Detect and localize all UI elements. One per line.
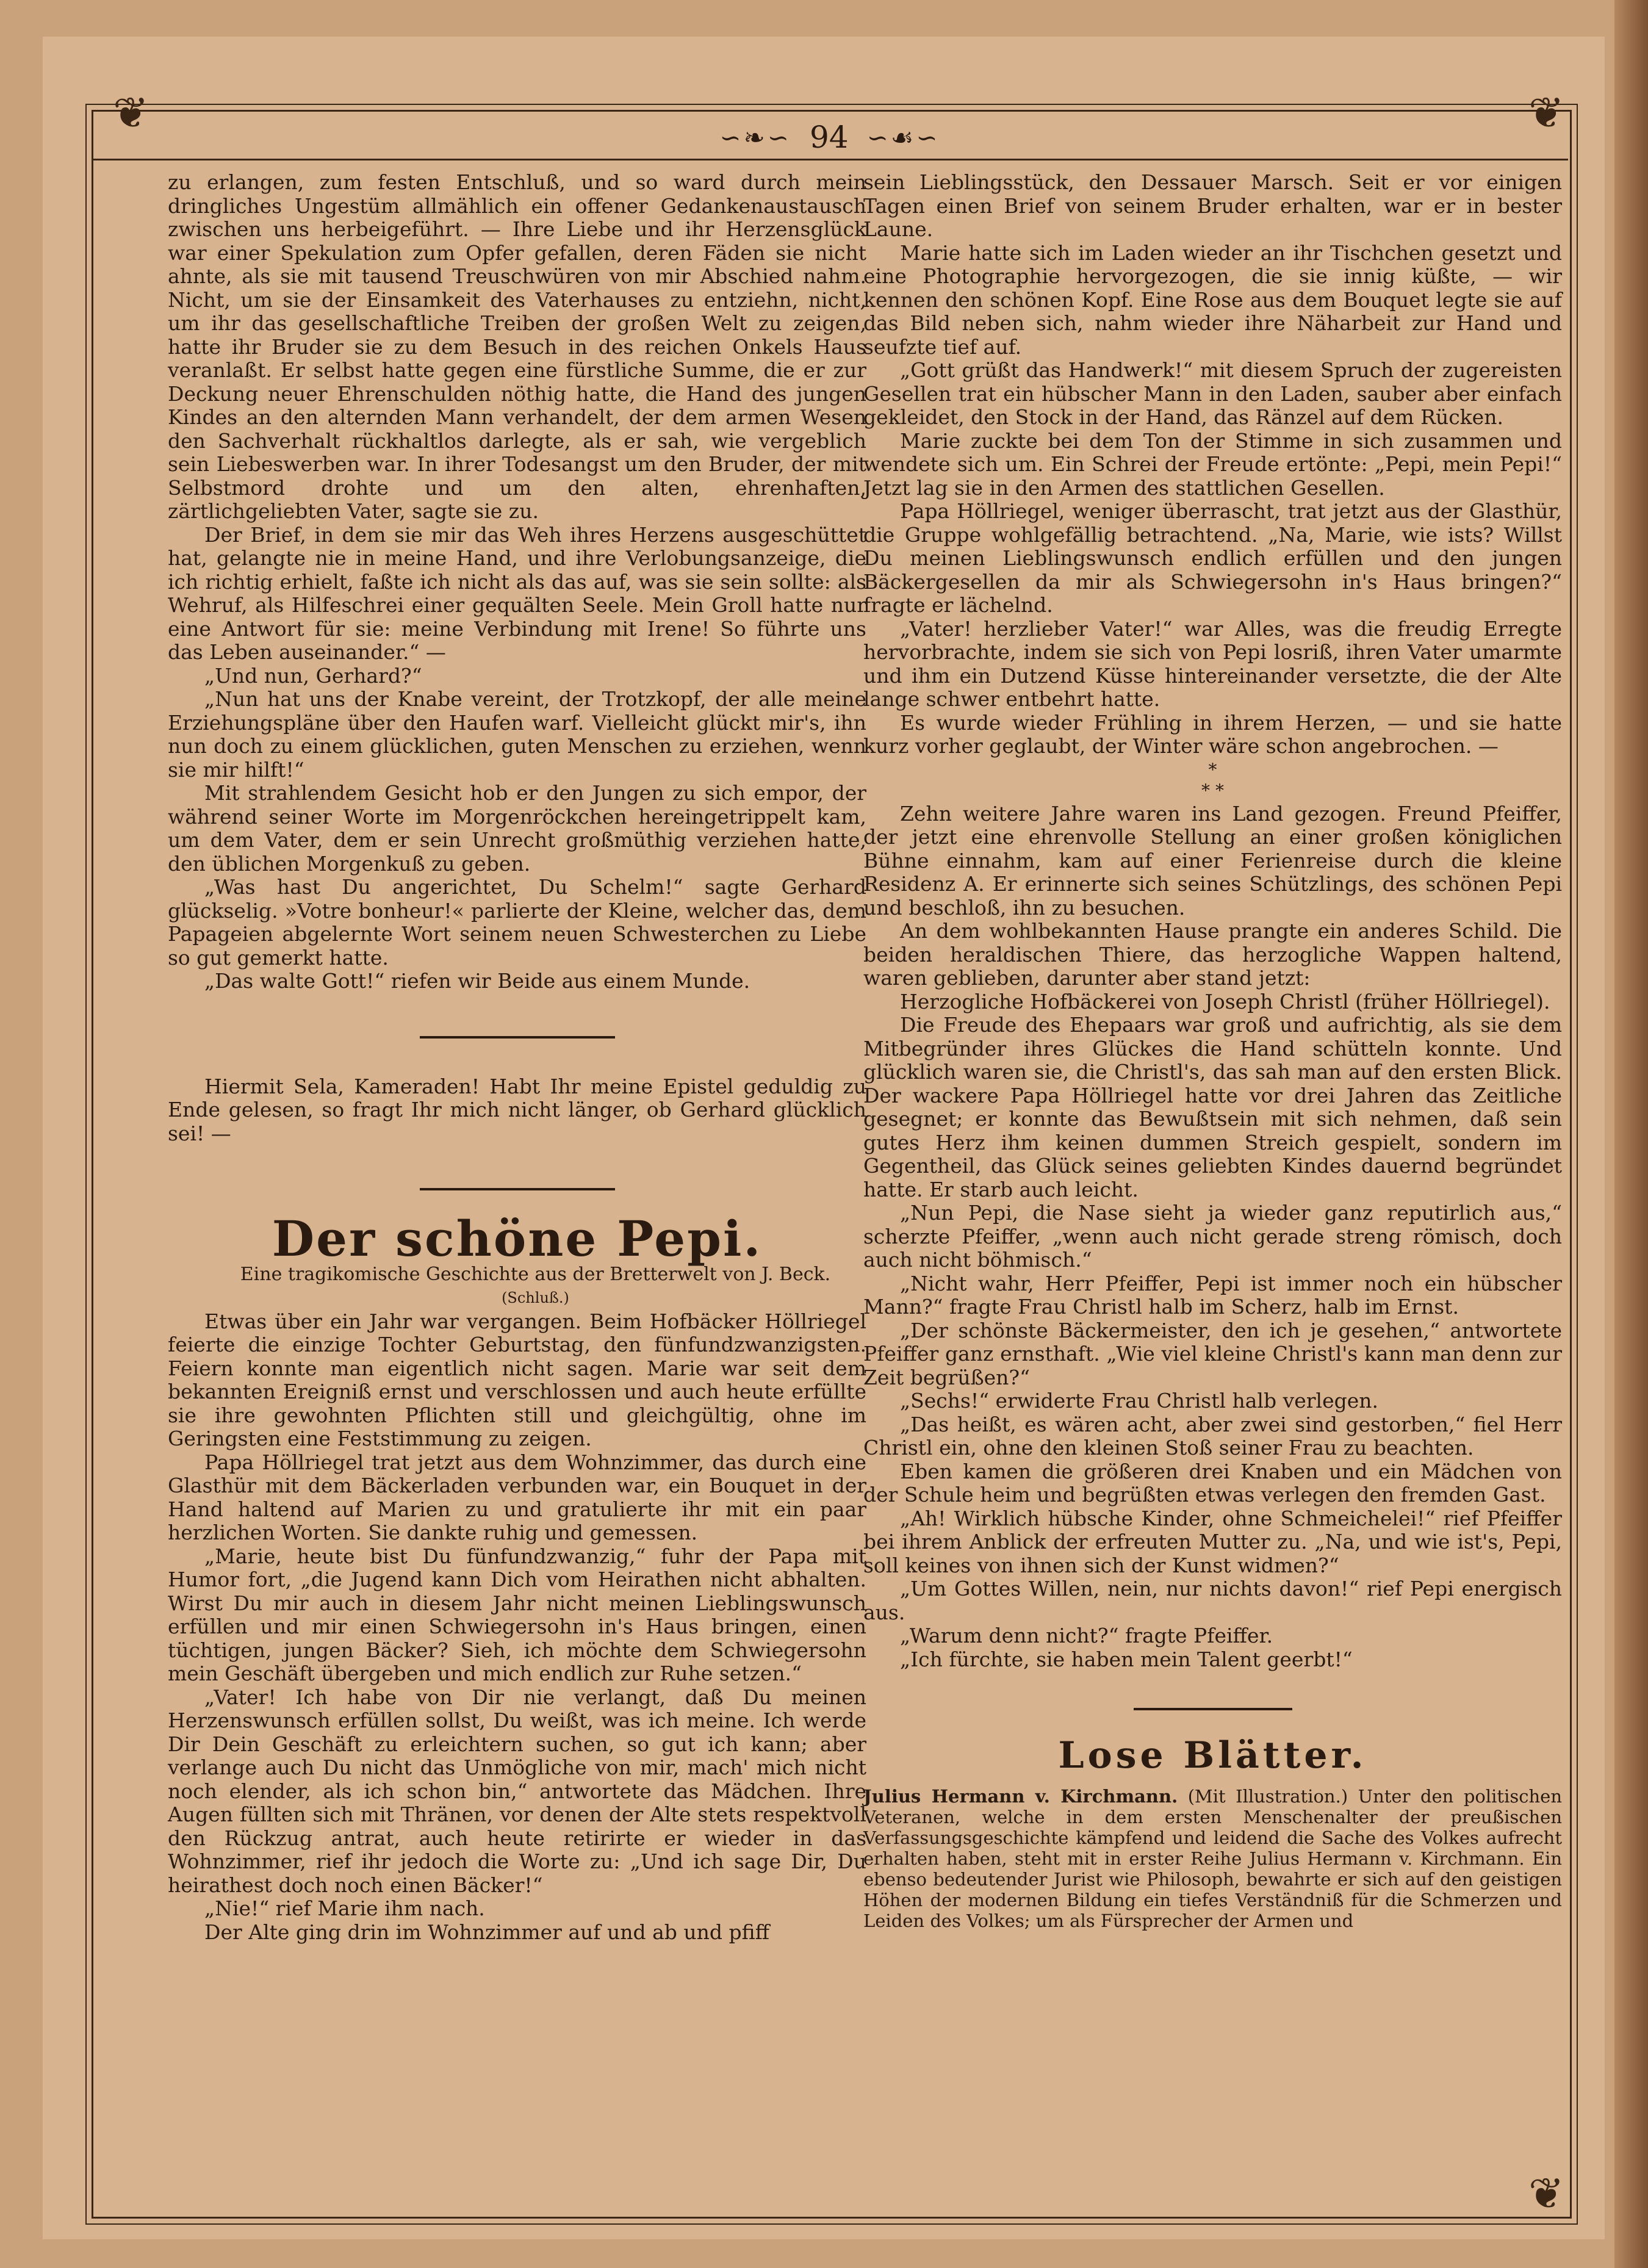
paragraph: „Vater! herzlieber Vater!“ war Alles, was die freudig Erregte hervorbrachte, indem sie sich von Pepi losriß, ihren Vater umarmte und ihm ein Dutzend Küsse hintereinander versetzte, die der Alte lange schwer entbehrt hatte. [863, 616, 1562, 711]
section-text: (Mit Illustration.) Unter den politischen Veteranen, welche in dem ersten Menschenalter der preußischen Verfassungsgeschichte kämpfend und leidend die Sache des Volkes aufrecht erhalten haben, steht mit in erster Reihe Julius Hermann v. Kirchmann. Ein ebenso bedeutender Jurist wie Philosoph, bewahrte er sich auf den geistigen Höhen der modernen Bildung ein tiefes Verständniß für die Schmerzen und Leiden des Volkes; um als Fürsprecher der Armen und [863, 1785, 1563, 1931]
paragraph: „Das walte Gott!“ riefen wir Beide aus einem Munde. [204, 969, 750, 993]
paragraph: „Das heißt, es wären acht, aber zwei sind gestorben,“ fiel Herr Christl ein, ohne den kleinen Stoß seiner Frau zu beachten. [863, 1412, 1562, 1460]
paragraph: Der Brief, in dem sie mir das Weh ihres Herzens ausgeschüttet hat, gelangte nie in meine Hand, und ihre Verlobungsanzeige, die ich richtig erhielt, faßte ich nicht als das auf, was sie sein sollte: als Wehruf, als Hilfeschrei einer gequälten Seele. Mein Groll hatte nur eine Antwort für sie: meine Verbindung mit Irene! So führte uns das Leben auseinander.“ — [168, 522, 866, 664]
section-break-stars: * * [1201, 780, 1224, 801]
book-spine [1614, 0, 1648, 2268]
right-column [863, 171, 1562, 1931]
paragraph: Der Alte ging drin im Wohnzimmer auf und ab und pfiff [204, 1920, 770, 1944]
page-header [92, 116, 1568, 160]
divider [1134, 1708, 1292, 1710]
story-subtitle: Eine tragikomische Geschichte aus der Bretterwelt von J. Beck. [240, 1263, 831, 1285]
paragraph: „Ich fürchte, sie haben mein Talent geerbt!“ [900, 1647, 1353, 1671]
paragraph: Eben kamen die größeren drei Knaben und ein Mädchen von der Schule heim und begrüßten etwas verlegen den fremden Gast. [863, 1459, 1562, 1507]
paragraph: Zehn weitere Jahre waren ins Land gezogen. Freund Pfeiffer, der jetzt eine ehrenvolle Stellung an einer großen königlichen Bühne einnahm, kam auf einer Ferienreise durch die kleine Residenz A. Er erinnerte sich seines Schützlings, des schönen Pepi und beschloß, ihn zu besuchen. [863, 801, 1562, 920]
paragraph: Marie hatte sich im Laden wieder an ihr Tischchen gesetzt und eine Photographie hervorgezogen, die sie innig küßte, — wir kennen den schönen Kopf. Eine Rose aus dem Bouquet legte sie auf das Bild neben sich, nahm wieder ihre Näharbeit zur Hand und seufzte tief auf. [863, 240, 1562, 359]
paragraph: „Was hast Du angerichtet, Du Schelm!“ sagte Gerhard glückselig. »Votre bonheur!« parlierte der Kleine, welcher das, dem Papageien abgelernte Wort seinem neuen Schwesterchen zu Liebe so gut gemerkt hatte. [168, 875, 866, 970]
section-break-stars: * [1208, 759, 1217, 780]
paragraph: Papa Höllriegel, weniger überrascht, trat jetzt aus der Glasthür, die Gruppe wohlgefällig betrachtend. „Na, Marie, wie ists? Willst Du meinen Lieblingswunsch endlich erfüllen und den jungen Bäckergesellen da mir als Schwiegersohn in's Haus bringen?“ fragte er lächelnd. [863, 499, 1562, 617]
divider [420, 1036, 615, 1039]
paragraph: zu erlangen, zum festen Entschluß, und so ward durch mein dringliches Ungestüm allmählich ein offener Gedankenaustausch zwischen uns herbeigeführt. — Ihre Liebe und ihr Herzensglück war einer Spekulation zum Opfer gefallen, deren Fäden sie nicht ahnte, als sie mit tausend Treuschwüren von mir Abschied nahm. Nicht, um sie der Einsamkeit des Vaterhauses zu entziehn, nicht, um ihr das gesellschaftliche Treiben der großen Welt zu zeigen, hatte ihr Bruder sie zu dem Besuch in des reichen Onkels Haus veranlaßt. Er selbst hatte gegen eine fürstliche Summe, die er zur Deckung neuer Ehrenschulden nöthig hatte, die Hand des jungen Kindes an den alternden Mann verhandelt, der dem armen Wesen den Sachverhalt rückhaltlos darlegte, als er sah, wie vergeblich sein Liebeswerben war. In ihrer Todesangst um den Bruder, der mit Selbstmord drohte und um den alten, ehrenhaften, zärtlichgeliebten Vater, sagte sie zu. [168, 170, 866, 523]
paragraph: „Nun Pepi, die Nase sieht ja wieder ganz reputirlich aus,“ scherzte Pfeiffer, „wenn auch nicht gerade streng römisch, doch auch nicht böhmisch.“ [863, 1201, 1562, 1272]
paragraph: „Warum denn nicht?“ fragte Pfeiffer. [900, 1624, 1273, 1647]
corner-ornament-icon: ❦ [113, 88, 149, 138]
corner-ornament-icon: ❦ [1528, 88, 1564, 138]
paragraph: Herzogliche Hofbäckerei von Joseph Christl (früher Höllriegel). [900, 989, 1550, 1013]
paragraph: „Nie!“ rief Marie ihm nach. [204, 1896, 485, 1920]
paragraph: Es wurde wieder Frühling in ihrem Herzen, — und sie hatte kurz vorher geglaubt, der Winter wäre schon angebrochen. — [863, 710, 1562, 758]
paragraph: „Ah! Wirklich hübsche Kinder, ohne Schmeichelei!“ rief Pfeiffer bei ihrem Anblick der erfreuten Mutter zu. „Na, und wie ist's, Pepi, soll keines von ihnen sich der Kunst widmen?“ [863, 1506, 1562, 1577]
paragraph: Die Freude des Ehepaars war groß und aufrichtig, als sie dem Mitbegründer ihres Glückes die Hand schütteln konnte. Und glücklich waren sie, die Christl's, das sah man auf den ersten Blick. Der wackere Papa Höllriegel hatte vor drei Jahren das Zeitliche gesegnet; er konnte das Bewußtsein mit sich nehmen, daß sein gutes Herz ihm keinen dummen Streich gespielt, sondern im Gegentheil, das Glück seines geliebten Kindes dauernd begründet hatte. Er starb auch leicht. [863, 1013, 1562, 1201]
paragraph: „Nun hat uns der Knabe vereint, der Trotzkopf, der alle meine Erziehungspläne über den Haufen warf. Vielleicht glückt mir's, ihn nun doch zu einem glücklichen, guten Menschen zu erziehen, wenn sie mir hilft!“ [168, 687, 866, 782]
paragraph: „Gott grüßt das Handwerk!“ mit diesem Spruch der zugereisten Gesellen trat ein hübscher Mann in den Laden, sauber aber einfach gekleidet, den Stock in der Hand, das Ränzel auf dem Rücken. [863, 358, 1562, 429]
story-note: (Schluß.) [502, 1289, 569, 1306]
paragraph: „Marie, heute bist Du fünfundzwanzig,“ fuhr der Papa mit Humor fort, „die Jugend kann Dich vom Heirathen nicht abhalten. Wirst Du mir auch in diesem Jahr nicht meinen Lieblingswunsch erfüllen und mir einen Schwiegersohn in's Haus bringen, einen tüchtigen, jungen Bäcker? Sieh, ich möchte dem Schwiegersohn mein Geschäft übergeben und mich endlich zur Ruhe setzen.“ [168, 1544, 866, 1685]
paragraph: An dem wohlbekannten Hause prangte ein anderes Schild. Die beiden heraldischen Thiere, das herzogliche Wappen haltend, waren geblieben, darunter aber stand jetzt: [863, 919, 1562, 990]
divider [420, 1188, 615, 1190]
paragraph: Etwas über ein Jahr war vergangen. Beim Hofbäcker Höllriegel feierte die einzige Tochter Geburtstag, den fünfundzwanzigsten. Feiern konnte man eigentlich nicht sagen. Marie war seit dem bekannten Ereigniß ernst und verschlossen und auch heute erfüllte sie ihre gewohnten Pflichten still und gleichgültig, ohne im Geringsten eine Feststimmung zu zeigen. [168, 1309, 866, 1450]
paragraph: „Nicht wahr, Herr Pfeiffer, Pepi ist immer noch ein hübscher Mann?“ fragte Frau Christl halb im Scherz, halb im Ernst. [863, 1271, 1562, 1319]
header-ornament-icon: ∽❧∽ [719, 122, 791, 153]
page-number: 94 [809, 120, 849, 155]
paragraph: Papa Höllriegel trat jetzt aus dem Wohnzimmer, das durch eine Glasthür mit dem Bäckerladen verbunden war, ein Bouquet in der Hand haltend auf Marien zu und gratulierte ihr mit ein paar herzlichen Worten. Sie dankte ruhig und gemessen. [168, 1450, 866, 1544]
paragraph: „Der schönste Bäckermeister, den ich je gesehen,“ antwortete Pfeiffer ganz ernsthaft. „Wie viel kleine Christl's kann man denn zur Zeit begrüßen?“ [863, 1318, 1562, 1389]
closing-paragraph: Hiermit Sela, Kameraden! Habt Ihr meine Epistel geduldig zu Ende gelesen, so fragt Ihr mich nicht länger, ob Gerhard glücklich sei! — [168, 1074, 866, 1145]
paragraph: sein Lieblingsstück, den Dessauer Marsch. Seit er vor einigen Tagen einen Brief von seinem Bruder erhalten, war er in bester Laune. [863, 170, 1562, 241]
paragraph: „Und nun, Gerhard?“ [204, 663, 422, 688]
paragraph: „Sechs!“ erwiderte Frau Christl halb verlegen. [900, 1389, 1379, 1413]
left-column [168, 171, 866, 1944]
paragraph: Marie zuckte bei dem Ton der Stimme in sich zusammen und wendete sich um. Ein Schrei der Freude ertönte: „Pepi, mein Pepi!“ Jetzt lag sie in den Armen des stattlichen Gesellen. [863, 428, 1562, 500]
header-ornament-icon: ∽☙∽ [866, 122, 940, 153]
section-body [863, 1786, 1562, 1931]
paragraph: „Um Gottes Willen, nein, nur nichts davon!“ rief Pepi energisch aus. [863, 1577, 1562, 1624]
section-lead: Julius Hermann v. Kirchmann. [863, 1785, 1178, 1807]
corner-ornament-icon: ❦ [1528, 2169, 1564, 2219]
section-title: Lose Blätter. [1058, 1734, 1367, 1777]
story-title: Der schöne Pepi. [272, 1210, 763, 1267]
paragraph: „Vater! Ich habe von Dir nie verlangt, daß Du meinen Herzenswunsch erfüllen sollst, Du weißt, was ich meine. Ich werde Dir Dein Geschäft zu erleichtern suchen, so gut ich kann; aber verlange auch Du nicht das Unmögliche von mir, mach' mich nicht noch elender, als ich schon bin,“ antwortete das Mädchen. Ihre Augen füllten sich mit Thränen, vor denen der Alte stets respektvoll den Rückzug antrat, auch heute retirirte er wieder in das Wohnzimmer, rief ihr jedoch die Worte zu: „Und ich sage Dir, Du heirathest doch noch einen Bäcker!“ [168, 1685, 866, 1897]
paragraph: Mit strahlendem Gesicht hob er den Jungen zu sich empor, der während seiner Worte im Morgenröckchen hereingetrippelt kam, um dem Vater, dem er sein Unrecht großmüthig verziehen hatte, den üblichen Morgenkuß zu geben. [168, 781, 866, 876]
